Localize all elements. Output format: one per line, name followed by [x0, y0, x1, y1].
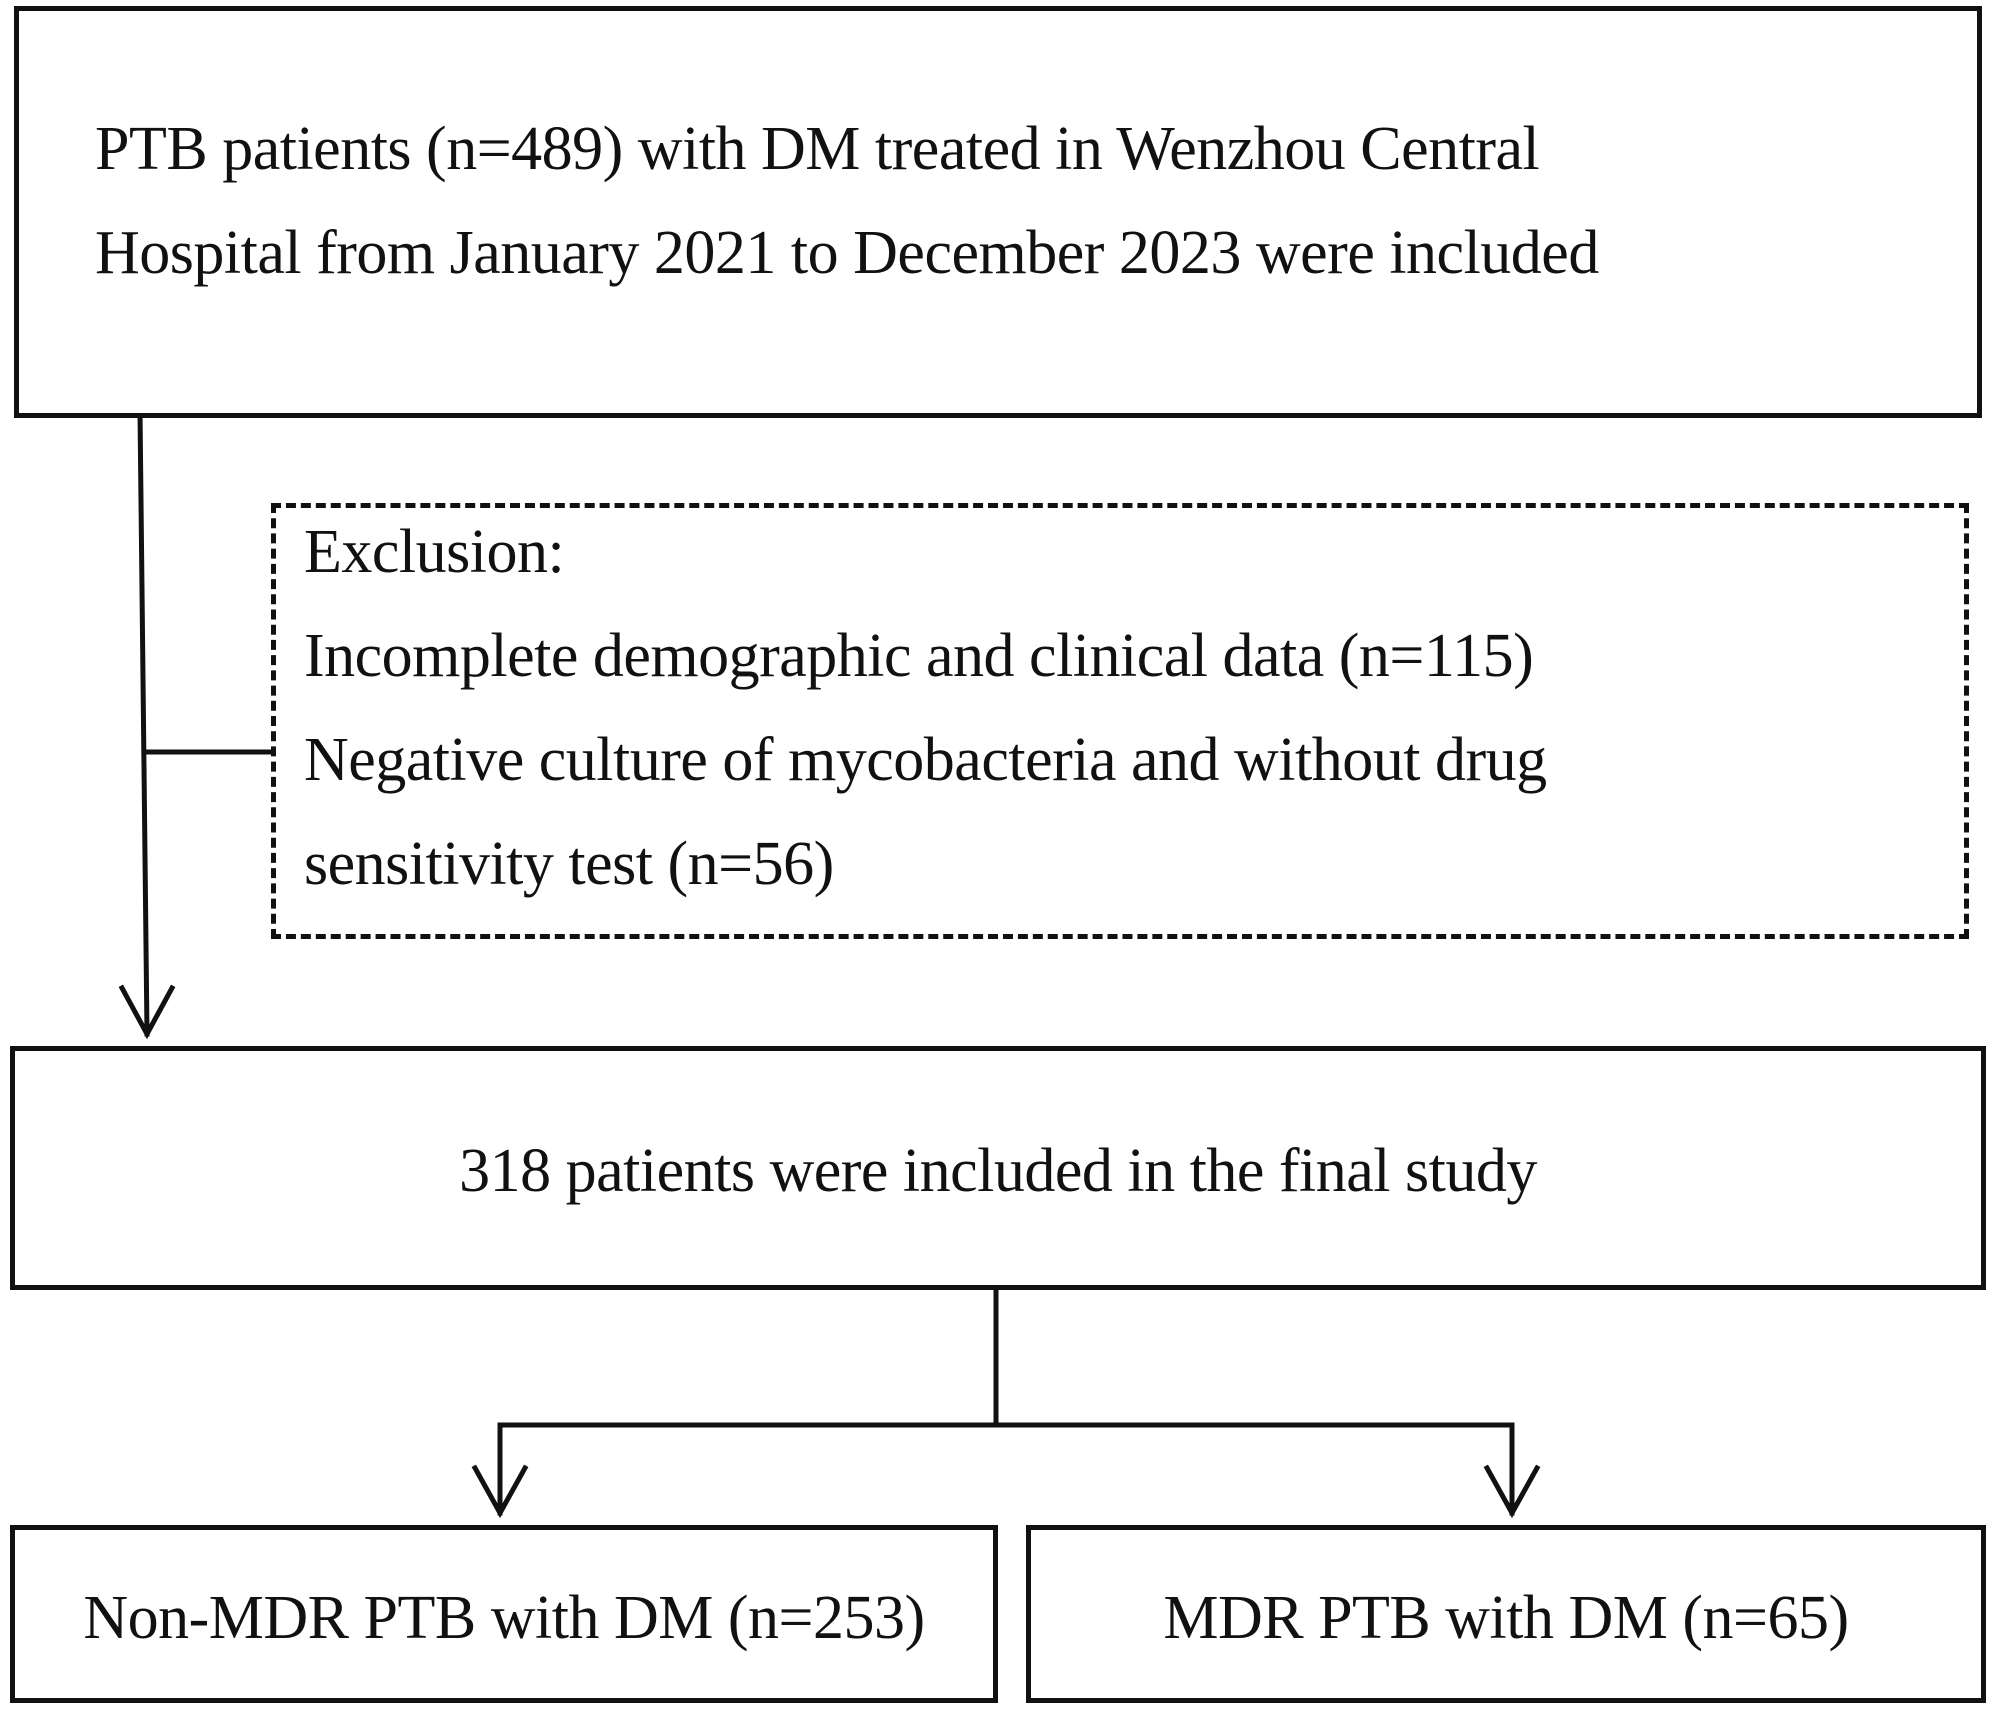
enrollment-line-1: PTB patients (n=489) with DM treated in Wenzhou Central: [95, 115, 1540, 183]
exclusion-item-negative-culture-line-2: sensitivity test (n=56): [304, 830, 834, 898]
exclusion-heading: Exclusion:: [304, 518, 565, 586]
mdr-group-label: MDR PTB with DM (n=65): [1163, 1584, 1849, 1652]
non-mdr-group-label: Non-MDR PTB with DM (n=253): [83, 1584, 925, 1652]
mdr-group-box: [1026, 1525, 1986, 1703]
exclusion-item-negative-culture-line-1: Negative culture of mycobacteria and without drug: [304, 726, 1547, 794]
enrollment-line-2: Hospital from January 2021 to December 2023 were included: [95, 219, 1599, 287]
exclusion-text: [304, 500, 1547, 916]
final-study-box: [10, 1046, 1986, 1290]
enrollment-box: [14, 6, 1982, 418]
main-flow-line: [140, 412, 147, 1034]
non-mdr-group-box: [10, 1525, 998, 1703]
final-study-label: 318 patients were included in the final study: [459, 1137, 1537, 1205]
enrollment-text: [95, 97, 1599, 305]
exclusion-box: [271, 503, 1969, 939]
exclusion-item-incomplete-data: Incomplete demographic and clinical data (n=115): [304, 622, 1534, 690]
